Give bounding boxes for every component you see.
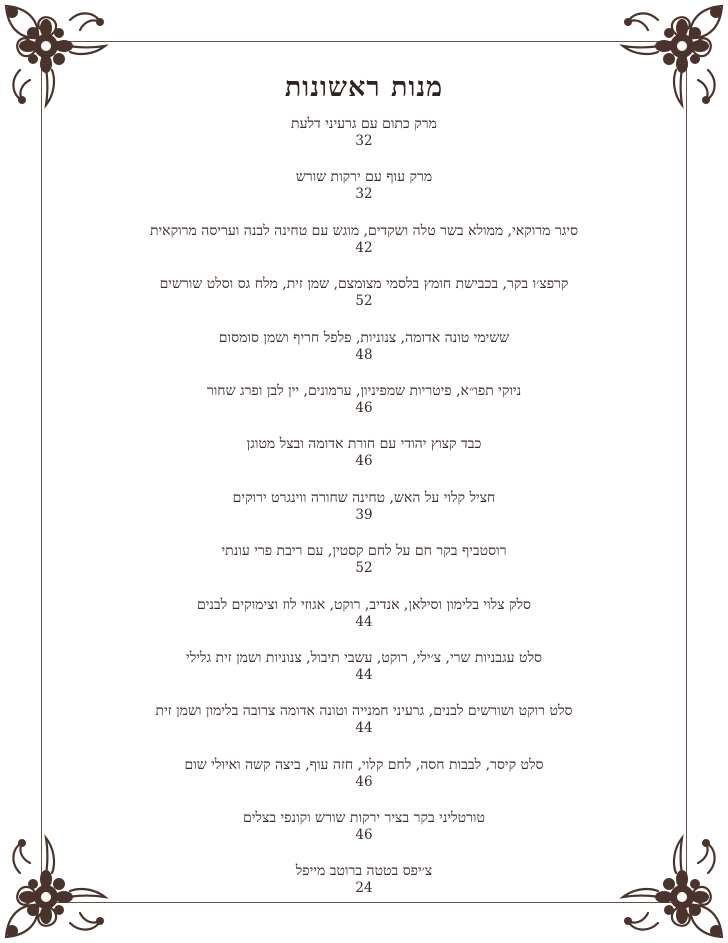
menu-item [120, 435, 608, 488]
menu-title: מנות ראשונות [284, 72, 444, 103]
menu-item-price: 46 [355, 827, 373, 844]
menu-item-name: טורטליני בקר בציר ירקות שורש וקונפי בצלים [243, 810, 485, 827]
menu-item-name: כבד קצוץ יהודי עם חורת אדומה ובצל מטוגן [246, 436, 482, 453]
menu-item-price: 52 [355, 560, 373, 577]
menu-item-price: 32 [355, 186, 373, 203]
menu-item-name: רוסטביף בקר חם על לחם קסטין, עם ריבת פרי עונתי [221, 543, 507, 560]
menu-item-name: סלט קיסר, לבבות חסה, לחם קלוי, חזה עוף, ביצה קשה ואיולי שום [184, 756, 544, 773]
floral-ornament-icon [0, 823, 120, 943]
menu-item [120, 222, 608, 275]
menu-item-name: סלק צלוי בלימון וסילאן, אנדיב, רוקט, אגוזי לוז וצימוקים לבנים [196, 596, 532, 613]
menu-item-price: 44 [355, 613, 373, 630]
menu-item [120, 542, 608, 595]
menu-item [120, 275, 608, 328]
menu-item-name: מרק כתום עם גרעיני דלעת [291, 116, 437, 132]
floral-ornament-icon [0, 0, 120, 120]
menu-item [120, 756, 608, 809]
menu-item [120, 862, 608, 915]
menu-item [120, 489, 608, 542]
menu-item [120, 115, 608, 168]
menu-item [120, 702, 608, 755]
menu-item-price: 42 [355, 239, 373, 256]
menu-item-price: 39 [355, 506, 373, 523]
menu-item-price: 48 [355, 346, 373, 363]
menu-item-name: סלט רוקט ושורשים לבנים, גרעיני חמנייה וטונה אדומה צרובה בלימון ושמן זית [155, 703, 573, 720]
menu-item-name: צ׳יפס בטטה ברוטב מייפל [295, 863, 433, 880]
menu-item [120, 382, 608, 435]
menu-item-name: קרפצ׳ו בקר, בכבישת חומץ בלסמי מצומצם, שמן זית, מלח גס וסלט שורשים [159, 276, 569, 293]
menu-item-price: 46 [355, 399, 373, 416]
menu-item-name: ששימי טונה אדומה, צנוניות, פלפל חריף ושמן סומסום [218, 329, 510, 346]
menu-item-name: ניוקי תפו״א, פיטריות שמפיניון, ערמונים, יין לבן ופרג שחור [206, 382, 522, 399]
menu-item-list [120, 115, 608, 916]
menu-item-price: 24 [355, 880, 373, 897]
menu-item-price: 46 [355, 453, 373, 470]
menu-item-price: 44 [355, 720, 373, 737]
menu-item-name: סלט עגבניות שרי, צ׳ילי, רוקט, עשבי תיבול, צנוניות ושמן זית גלילי [186, 649, 542, 666]
menu-item [120, 596, 608, 649]
menu-section [120, 72, 608, 916]
menu-item [120, 168, 608, 221]
menu-item-name: סיגר מרוקאי, ממולא בשר טלה ושקדים, מוגש עם טחינה לבנה ועריסה מרוקאית [149, 222, 579, 239]
menu-item-name: חציל קלוי על האש, טחינה שחורה ווינגרט ירוקים [232, 489, 496, 506]
floral-ornament-icon [608, 0, 728, 120]
menu-item [120, 649, 608, 702]
floral-ornament-icon [608, 823, 728, 943]
menu-item-name: מרק עוף עם ירקות שורש [295, 169, 433, 186]
menu-item-price: 44 [355, 666, 373, 683]
menu-item-price: 46 [355, 773, 373, 790]
menu-item [120, 329, 608, 382]
menu-item-price: 52 [355, 293, 373, 310]
menu-item-price: 32 [355, 133, 373, 149]
menu-item [120, 809, 608, 862]
